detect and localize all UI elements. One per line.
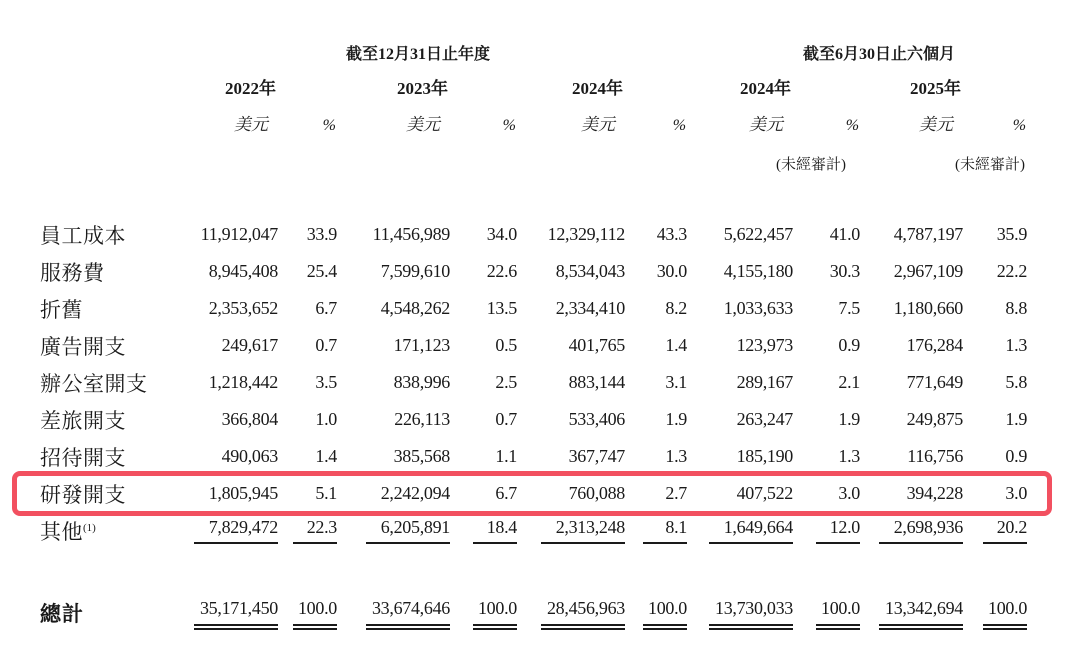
usd-value: 7,829,472 [185, 512, 278, 549]
empty-cell [40, 30, 185, 70]
table-row-service-fees [40, 253, 1027, 290]
pct-value: 6.7 [315, 298, 337, 318]
period-group-header-row [40, 30, 1027, 70]
row-label: 員工成本 [40, 223, 126, 248]
pct-value: 33.9 [306, 224, 337, 244]
period-header-annual [185, 30, 687, 70]
pct-value: 3.1 [665, 372, 688, 392]
spacer-row [40, 178, 1027, 216]
usd-value: 11,912,047 [200, 224, 278, 244]
usd-value: 385,568 [393, 446, 450, 466]
usd-value: 2,353,652 [208, 298, 278, 318]
usd-value: 2,334,410 [555, 298, 625, 318]
pct-value: 22.3 [278, 512, 337, 549]
unaudited-label-2024: (未經審計) [776, 157, 847, 173]
pct-value: 30.0 [656, 261, 688, 281]
row-label: 招待開支 [40, 445, 126, 470]
usd-value: 249,875 [906, 409, 964, 429]
usd-value: 1,218,442 [208, 372, 278, 392]
empty-cell [40, 140, 687, 178]
usd-value: 12,329,112 [547, 224, 625, 244]
row-label: 研發開支 [40, 482, 126, 507]
usd-value: 263,247 [736, 409, 794, 429]
usd-value: 1,180,660 [893, 298, 964, 318]
row-label-text: 其他 [40, 519, 83, 544]
usd-value: 838,996 [393, 372, 450, 392]
pct-value: 0.7 [495, 409, 517, 429]
year-header-2024-interim: 2024年 [740, 79, 792, 98]
pct-value: 8.2 [665, 298, 688, 318]
table-row-rd-expenses [40, 475, 1027, 512]
usd-header: 美元 [406, 115, 440, 134]
table-row-entertainment-expenses [40, 438, 1027, 475]
usd-value: 2,967,109 [893, 261, 964, 281]
usd-value: 8,945,408 [208, 261, 278, 281]
usd-header: 美元 [581, 115, 615, 134]
pct-value: 0.9 [838, 335, 861, 355]
table-row-travel-expenses [40, 401, 1027, 438]
empty-cell [450, 70, 517, 105]
unaudited-header-row [40, 140, 1027, 178]
pct-value: 25.4 [306, 261, 337, 281]
pct-value: 1.3 [838, 446, 861, 466]
year-header-2023: 2023年 [397, 79, 448, 98]
usd-value: 490,063 [221, 446, 278, 466]
pct-value: 1.0 [315, 409, 337, 429]
pct-value: 43.3 [656, 224, 688, 244]
usd-total: 28,456,963 [517, 590, 625, 640]
pct-value: 20.2 [963, 512, 1027, 549]
usd-value: 8,534,043 [555, 261, 625, 281]
usd-value: 760,088 [568, 483, 625, 503]
unaudited-label-2025: (未經審計) [955, 157, 1026, 173]
spacer-row [40, 549, 1027, 590]
usd-header: 美元 [749, 115, 784, 134]
pct-value: 0.5 [495, 335, 517, 355]
pct-value: 1.3 [665, 446, 688, 466]
usd-value: 249,617 [221, 335, 278, 355]
usd-value: 11,456,989 [372, 224, 450, 244]
usd-value: 2,242,094 [380, 483, 450, 503]
pct-total: 100.0 [625, 590, 687, 640]
usd-value: 226,113 [394, 409, 450, 429]
empty-cell [278, 70, 337, 105]
table-row-office-expenses [40, 364, 1027, 401]
row-label [40, 512, 185, 549]
pct-value: 2.1 [838, 372, 861, 392]
total-label: 總計 [40, 602, 84, 626]
pct-total: 100.0 [963, 590, 1027, 640]
pct-value: 1.9 [838, 409, 861, 429]
percent-header: % [1012, 117, 1027, 134]
usd-value: 1,649,664 [687, 512, 793, 549]
empty-cell [40, 70, 185, 105]
row-label: 折舊 [40, 297, 83, 322]
year-header-2022: 2022年 [225, 79, 276, 98]
pct-value: 30.3 [829, 261, 861, 281]
period-header-annual-label: 截至12月31日止年度 [346, 46, 491, 63]
period-header-interim [687, 30, 1027, 70]
percent-header: % [322, 117, 336, 134]
pct-value: 5.1 [315, 483, 337, 503]
pct-value: 8.8 [1005, 298, 1028, 318]
usd-value: 4,155,180 [723, 261, 794, 281]
pct-value: 13.5 [486, 298, 517, 318]
usd-value: 171,123 [393, 335, 450, 355]
pct-total: 100.0 [450, 590, 517, 640]
usd-value: 401,765 [568, 335, 625, 355]
year-header-row [40, 70, 1027, 105]
year-header-2024: 2024年 [572, 79, 623, 98]
pct-value: 1.1 [495, 446, 517, 466]
row-label: 差旅開支 [40, 408, 126, 433]
usd-value: 407,522 [736, 483, 794, 503]
pct-value: 5.8 [1005, 372, 1028, 392]
empty-cell [793, 70, 860, 105]
usd-value: 6,205,891 [337, 512, 450, 549]
pct-value: 7.5 [838, 298, 861, 318]
unit-header-row [40, 105, 1027, 140]
pct-value: 1.3 [1005, 335, 1028, 355]
usd-value: 883,144 [568, 372, 625, 392]
period-header-interim-label: 截至6月30日止六個月 [803, 46, 956, 63]
pct-value: 2.7 [665, 483, 688, 503]
usd-total: 35,171,450 [185, 590, 278, 640]
table-row-staff-costs [40, 216, 1027, 253]
pct-value: 2.5 [495, 372, 517, 392]
usd-value: 2,313,248 [517, 512, 625, 549]
row-label: 服務費 [40, 260, 105, 285]
usd-value: 4,548,262 [380, 298, 450, 318]
pct-value: 22.6 [486, 261, 517, 281]
percent-header: % [502, 117, 516, 134]
row-label: 廣告開支 [40, 334, 126, 359]
usd-value: 771,649 [906, 372, 964, 392]
usd-value: 533,406 [568, 409, 625, 429]
year-header-2025-interim: 2025年 [910, 79, 962, 98]
usd-value: 2,698,936 [860, 512, 963, 549]
usd-value: 366,804 [221, 409, 278, 429]
usd-value: 289,167 [736, 372, 794, 392]
empty-cell [40, 105, 185, 140]
usd-value: 5,622,457 [723, 224, 794, 244]
table-row-total [40, 590, 1027, 640]
pct-value: 18.4 [450, 512, 517, 549]
table-row-depreciation [40, 290, 1027, 327]
usd-total: 13,730,033 [687, 590, 793, 640]
pct-value: 12.0 [793, 512, 860, 549]
pct-value: 1.9 [665, 409, 688, 429]
usd-value: 4,787,197 [893, 224, 964, 244]
usd-value: 394,228 [906, 483, 964, 503]
footnote-marker: (1) [83, 521, 96, 534]
pct-total: 100.0 [793, 590, 860, 640]
usd-header: 美元 [919, 115, 954, 134]
table-row-others [40, 512, 1027, 549]
pct-value: 3.0 [1005, 483, 1028, 503]
usd-value: 123,973 [736, 335, 794, 355]
pct-value: 34.0 [486, 224, 517, 244]
pct-value: 3.5 [315, 372, 337, 392]
pct-value: 3.0 [838, 483, 861, 503]
table-row-advertising [40, 327, 1027, 364]
pct-total: 100.0 [278, 590, 337, 640]
pct-value: 1.9 [1005, 409, 1028, 429]
pct-value: 22.2 [996, 261, 1028, 281]
pct-value: 0.9 [1005, 446, 1028, 466]
pct-value: 0.7 [315, 335, 337, 355]
usd-value: 7,599,610 [380, 261, 450, 281]
usd-total: 13,342,694 [860, 590, 963, 640]
usd-value: 1,033,633 [723, 298, 794, 318]
expenses-breakdown-table [40, 30, 1027, 640]
usd-value: 185,190 [736, 446, 794, 466]
pct-value: 41.0 [829, 224, 861, 244]
pct-value: 35.9 [996, 224, 1028, 244]
pct-value: 1.4 [315, 446, 337, 466]
pct-value: 1.4 [665, 335, 688, 355]
pct-value: 8.1 [625, 512, 687, 549]
usd-header: 美元 [234, 115, 268, 134]
usd-value: 367,747 [568, 446, 625, 466]
row-label: 辦公室開支 [40, 371, 148, 396]
percent-header: % [845, 117, 860, 134]
pct-value: 6.7 [495, 483, 517, 503]
empty-cell [625, 70, 687, 105]
usd-total: 33,674,646 [337, 590, 450, 640]
percent-header: % [672, 117, 687, 134]
usd-value: 1,805,945 [208, 483, 278, 503]
usd-value: 116,756 [907, 446, 964, 466]
usd-value: 176,284 [906, 335, 964, 355]
empty-cell [963, 70, 1027, 105]
